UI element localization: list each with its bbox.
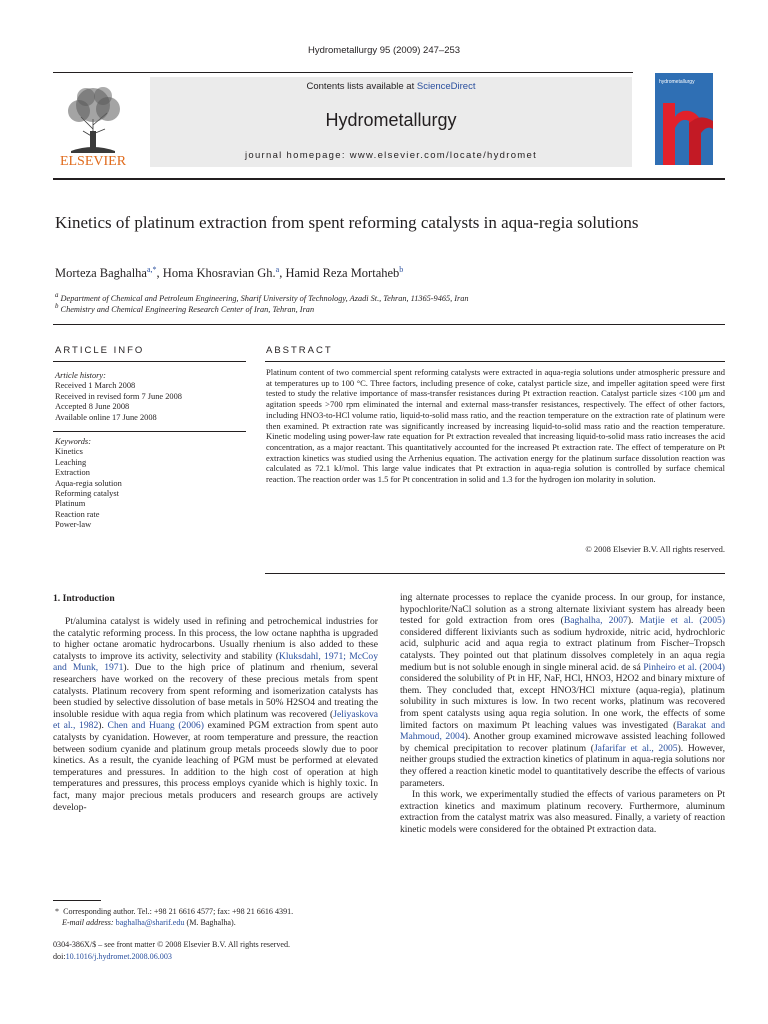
text-run: ).: [98, 720, 108, 732]
keyword: Extraction: [55, 468, 90, 478]
citation-link[interactable]: Baghalha, 2007: [563, 615, 628, 627]
journal-name: Hydrometallurgy: [325, 110, 457, 130]
text-run: examined PGM extraction from spent auto catalysts by cyanidation. However, at room temperature and pressure, the reaction between sodium cyanide and platinum group metals proceeds slowly due to poor kinetics. As a result, the cyanide leaching of PGM must be performed at elevated temperatures and pressures. In addition to the high cost of operation at high temperatures and pressures, this process employs cyanide which is highly toxic. In fact, many major precious metals producers and research groups are actively develop-: [53, 720, 378, 813]
article-title: Kinetics of platinum extraction from spent reforming catalysts in aqua-regia solutions: [55, 213, 639, 232]
keyword: Power-law: [55, 520, 92, 530]
journal-cover-thumbnail: [655, 73, 713, 165]
citation-link[interactable]: Chen and Huang (2006): [107, 720, 204, 732]
abstract-heading: ABSTRACT: [266, 345, 333, 356]
author-separator: ,: [279, 266, 286, 281]
text-run: ). Due to the high price of platinum and rhenium, several researchers have worked on the recovery of these precious metals from spent catalysts. Platinum recovery from spent reforming and isomerization catalysts has been studied by selective dissolution of base metals in 50% H2SO4 and treating the insoluble residue with aqua regia from which platinum was recovered (: [53, 662, 378, 720]
author-affiliation-mark[interactable]: a: [275, 265, 280, 274]
email-owner: (M. Baghalha).: [184, 917, 236, 927]
keywords-rule: [53, 431, 246, 432]
intro-right-column: [400, 592, 725, 835]
corresponding-author-text: Corresponding author. Tel.: +98 21 6616 4577; fax: +98 21 6616 4391.: [63, 907, 294, 916]
author-separator: ,: [156, 266, 163, 281]
doi-line: [53, 951, 383, 963]
text-run: considered the solubility of Pt in HF, NaF, HCl, HNO3, H2O2 and binary mixture of them. They concluded that, except HNO3/HCl mixture (aqua-regia), platinum solubility in such mixtures is low. In two recent works, platinum was recovered from spent catalysts using aqua regia solution. In one work, the effects of some limited factors on maximum Pt leaching values was investigated (: [400, 673, 725, 731]
text-run: Pt/alumina catalyst is widely used in refining and petrochemical industries for the catalytic reforming process. In this process, the low octane naphtha is upgraded to higher octane aromatic hydrocarbons. Usually rhenium is also added to these catalysts to improve its activity, selectivity and stability (: [53, 616, 378, 662]
email-label: E-mail address:: [62, 917, 114, 927]
footnote-mark: *: [55, 907, 60, 916]
introduction-heading: 1. Introduction: [53, 593, 115, 604]
text-run: ing alternate processes to replace the cyanide process. In our group, for instance, hypochlorite/NaCl solution as a strong alternate lixiviant system has already been tested for gold extraction from ores (: [400, 592, 725, 627]
abstract-copyright: © 2008 Elsevier B.V. All rights reserved.: [585, 544, 725, 554]
keywords-label: Keywords:: [55, 437, 91, 446]
keywords-list: [55, 437, 122, 531]
history-item: Accepted 8 June 2008: [55, 402, 130, 412]
footnote-rule: [53, 900, 101, 901]
citation-link[interactable]: Kluksdahl, 1971; McCoy and Munk, 1971: [53, 650, 378, 674]
journal-reference: Hydrometallurgy 95 (2009) 247–253: [307, 45, 461, 56]
affiliation-mark: a: [55, 292, 59, 299]
text-run: ).: [627, 615, 640, 627]
elsevier-tree-logo: [53, 79, 133, 167]
history-item: Available online 17 June 2008: [55, 412, 157, 422]
doi-link[interactable]: 10.1016/j.hydromet.2008.06.003: [65, 951, 172, 961]
doi-prefix: doi:: [53, 951, 66, 961]
article-history: [55, 371, 182, 423]
history-label: Article history:: [55, 371, 106, 380]
article-info-heading: ARTICLE INFO: [55, 345, 145, 356]
intro-paragraph: [400, 592, 725, 789]
abstract-bottom-rule: [265, 573, 725, 574]
issn-line: 0304-386X/$ – see front matter © 2008 Elsevier B.V. All rights reserved.: [53, 940, 291, 949]
author-affiliation-mark[interactable]: b: [399, 265, 404, 274]
text-run: considered different lixiviants such as sodium hydroxide, nitric acid, hydrochloric acid, sulphuric acid and aqua regia to extract platinum from Fischer–Tropsch catalysts. They pointed out that platinum dissolves completely in an aqua regia medium but is not soluble enough in single mineral acid. de sá: [400, 626, 725, 673]
affiliation-mark: b: [55, 303, 59, 310]
header-bottom-rule: [53, 178, 725, 180]
cover-label: hydrometallurgy: [659, 79, 695, 85]
abstract-rule: [265, 361, 725, 362]
history-item: Received in revised form 7 June 2008: [55, 391, 182, 401]
author-name: Homa Khosravian Gh.: [162, 266, 276, 281]
affiliation-text: Chemistry and Chemical Engineering Research Center of Iran, Tehran, Iran: [60, 304, 315, 314]
cover-graphic: [655, 73, 713, 165]
abstract-text: Platinum content of two commercial spent reforming catalysts were extracted in aqua-regia solutions under atmospheric pressure and at temperatures up to 100 °C. Three factors, including presence of coke, catalyst particle size, and impeller agitation speed were first tested to study the relative importance of mass-transfer resistances during Pt extraction reaction. Catalyst particle sizes <100 μm and agitation speeds >700 rpm eliminated the internal and external mass-transfer resistances, respectively. The effect of other factors, including HNO3-to-HCl volume ratio, liquid-to-solid mass ratio, and the reaction temperature on the extraction rate of platinum were then examined. Pt extraction rate was significantly increased by increasing liquid-to-solid mass ratio and the reaction temperature. Kinetic modeling using power-law rate equation for Pt extraction revealed that increasing liquid-to-solid mass ratio increases the acid concentration, as a major reactant. This quantitatively accounted for the increased Pt extraction rate. The effect of temperature on Pt extraction kinetics was studied using the Arrhenius equation. The activation energy for the platinum surface dissolution reaction was calculated as 72.1 kJ/mol. This large value indicates that Pt extraction in aqua-regia solution is controlled by surface chemical reaction. The reaction order was 1.5 for Pt concentration in solid and 1.3 for the hydrogen ion molarity in solution.: [266, 367, 725, 485]
elsevier-wordmark: ELSEVIER: [59, 154, 127, 167]
text-run: ). Another group examined microwave assisted leaching followed by chemical precipitation to recover platinum (: [400, 731, 725, 754]
header-top-rule: [53, 72, 633, 73]
citation-link[interactable]: Jafarifar et al., 2005: [593, 742, 678, 754]
citation-link[interactable]: Matjie et al. (2005): [639, 615, 726, 627]
article-info-rule: [53, 361, 246, 362]
intro-paragraph: In this work, we experimentally studied the effects of various parameters on Pt extraction kinetics and maximum platinum recovery. Furthermore, aluminum extraction from the catalyst matrix was also measured. Finally, a variety of reaction kinetic models were considered for the obtained Pt extraction data.: [400, 789, 725, 835]
author-list: [55, 265, 403, 281]
affiliation-b: [55, 303, 314, 314]
sciencedirect-link[interactable]: ScienceDirect: [416, 81, 476, 92]
keyword: Aqua-regia solution: [55, 478, 122, 488]
affiliation-a: [55, 292, 469, 303]
intro-paragraph: [53, 616, 378, 813]
contents-availability: [150, 81, 632, 92]
affiliation-text: Department of Chemical and Petroleum Engineering, Sharif University of Technology, Azadi St., Tehran, 11365-9465, Iran: [60, 293, 469, 303]
author-affiliation-mark[interactable]: a,*: [146, 265, 157, 274]
email-note: [53, 918, 383, 929]
history-item: Received 1 March 2008: [55, 381, 136, 391]
intro-left-column: [53, 616, 378, 813]
citation-link[interactable]: Barakat and Mahmoud, 2004: [400, 719, 725, 743]
keyword: Kinetics: [55, 447, 83, 457]
affiliation-rule: [53, 324, 725, 325]
author-name: Hamid Reza Mortaheb: [285, 266, 400, 281]
keyword: Leaching: [55, 457, 87, 467]
email-link[interactable]: baghalha@sharif.edu: [115, 917, 185, 927]
footnotes: [53, 907, 383, 928]
corresponding-author-note: [53, 907, 383, 918]
keyword: Reforming catalyst: [55, 489, 119, 499]
issn-doi-block: [53, 939, 383, 962]
text-run: ). However, neither groups studied the extraction kinetics of platinum in aqua-regia solutions nor they offered a reaction kinetic model to quantitatively describe the effects of various parameters.: [400, 742, 725, 789]
author-name: Morteza Baghalha: [55, 266, 147, 281]
journal-homepage[interactable]: journal homepage: www.elsevier.com/locate/hydromet: [244, 150, 538, 161]
citation-link[interactable]: Pinheiro et al. (2004): [643, 661, 726, 673]
keyword: Reaction rate: [55, 509, 100, 519]
citation-link[interactable]: Jeliyaskova et al., 1982: [53, 708, 378, 732]
contents-prefix: Contents lists available at: [306, 81, 417, 92]
keyword: Platinum: [55, 499, 86, 509]
